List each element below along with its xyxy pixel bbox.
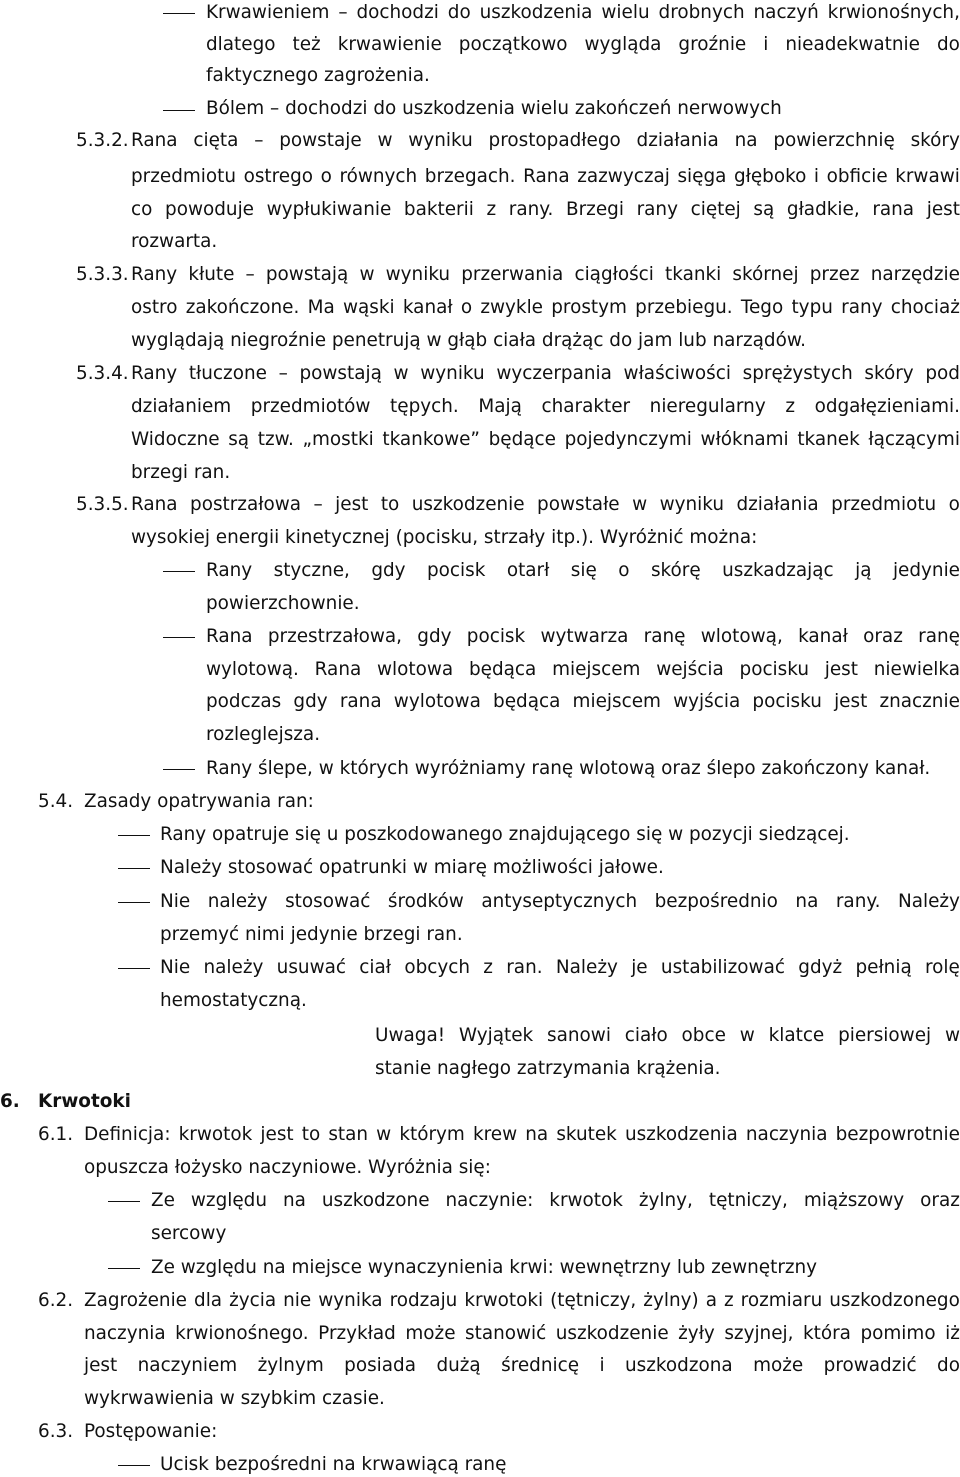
text-line: Należy stosować opatrunki w miarę możliwości jałowe. — [160, 857, 664, 878]
text-line: wykrwawienia w szybkim czasie. — [84, 1388, 385, 1409]
bullet-dash — [163, 637, 195, 638]
text-line: wylotową. Rana wlotowa będąca miejscem wejścia pocisku jest niewielka — [206, 659, 960, 680]
section-number: 5.3.3. — [76, 264, 129, 285]
bullet-dash — [108, 1201, 140, 1202]
text-line: sercowy — [151, 1223, 227, 1244]
text-line: przemyć nimi jedynie brzegi ran. — [160, 924, 463, 945]
section-number: 6.2. — [38, 1290, 74, 1311]
bullet-dash — [163, 13, 195, 14]
text-line: Nie należy usuwać ciał obcych z ran. Należy je ustabilizować gdyż pełnią rolę — [160, 957, 960, 978]
text-line: Ze względu na uszkodzone naczynie: krwotok żylny, tętniczy, miąższowy oraz — [151, 1190, 960, 1211]
note-line: stanie nagłego zatrzymania krążenia. — [375, 1058, 721, 1079]
section-number: 5.3.5. — [76, 494, 129, 515]
text-line: dlatego też krwawienie początkowo wygląda groźnie i nieadekwatnie do — [206, 34, 960, 55]
text-line: Rany styczne, gdy pocisk otarł się o skórę uszkadzając ją jedynie — [206, 560, 960, 581]
text-line: Ucisk bezpośredni na krwawiącą ranę — [160, 1454, 507, 1475]
note-line: Uwaga! Wyjątek sanowi ciało obce w klatce piersiowej w — [375, 1025, 960, 1046]
chapter-title: Krwotoki — [38, 1091, 131, 1112]
text-line: przedmiotu ostrego o równych brzegach. Rana zazwyczaj sięga głęboko i obficie krwawi — [131, 166, 960, 187]
text-line: hemostatyczną. — [160, 990, 307, 1011]
section-number: 6.1. — [38, 1124, 74, 1145]
section-title: Postępowanie: — [84, 1421, 218, 1442]
text-line: wysokiej energii kinetycznej (pocisku, strzały itp.). Wyróżnić można: — [131, 527, 758, 548]
bullet-dash — [118, 868, 150, 869]
text-line: naczynia krwionośnego. Przykład może stanowić uszkodzenie żyły szyjnej, która pomimo iż — [84, 1323, 960, 1344]
text-line: Rana przestrzałowa, gdy pocisk wytwarza ranę wlotową, kanał oraz ranę — [206, 626, 960, 647]
bullet-dash — [108, 1268, 140, 1269]
text-line: ostro zakończone. Ma wąski kanał o zwykle prostym przebiegu. Tego typu rany chociaż — [131, 297, 960, 318]
section-number: 6.3. — [38, 1421, 74, 1442]
section-number: 5.4. — [38, 791, 74, 812]
text-line: Definicja: krwotok jest to stan w którym krew na skutek uszkodzenia naczynia bezpowrotnie — [84, 1124, 960, 1145]
text-line: wyglądają niegroźnie penetrują w głąb ciała drążąc do jam lub narządów. — [131, 330, 807, 351]
text-line: rozwarta. — [131, 231, 218, 252]
text-line: brzegi ran. — [131, 462, 231, 483]
text-line: Rany opatruje się u poszkodowanego znajdującego się w pozycji siedzącej. — [160, 824, 850, 845]
text-line: faktycznego zagrożenia. — [206, 65, 430, 86]
text-line: Rany tłuczone – powstają w wyniku wyczerpania właściwości sprężystych skóry pod — [131, 363, 960, 384]
text-line: Rana cięta – powstaje w wyniku prostopadłego działania na powierzchnię skóry — [131, 130, 960, 151]
section-number: 5.3.2. — [76, 130, 129, 151]
text-line: podczas gdy rana wylotowa będąca miejscem wyjścia pocisku jest znacznie — [206, 691, 960, 712]
text-line: Widoczne są tzw. „mostki tkankowe” będące pojedynczymi włóknami tkanek łączącymi — [131, 429, 960, 450]
text-line: Rany kłute – powstają w wyniku przerwania ciągłości tkanki skórnej przez narzędzie — [131, 264, 960, 285]
text-line: Krwawieniem – dochodzi do uszkodzenia wielu drobnych naczyń krwionośnych, — [206, 2, 960, 23]
text-line: co powoduje wypłukiwanie bakterii z rany. Brzegi rany ciętej są gładkie, rana jest — [131, 199, 960, 220]
text-line: powierzchownie. — [206, 593, 360, 614]
bullet-dash — [163, 769, 195, 770]
section-title: Zasady opatrywania ran: — [84, 791, 314, 812]
bullet-dash — [118, 968, 150, 969]
text-line: Zagrożenie dla życia nie wynika rodzaju krwotoki (tętniczy, żylny) a z rozmiaru uszkodzonego — [84, 1290, 960, 1311]
text-line: działaniem przedmiotów tępych. Mają charakter nieregularny z odgałęzieniami. — [131, 396, 960, 417]
text-line: jest naczyniem żylnym posiada dużą średnicę i uszkodzona może prowadzić do — [84, 1355, 960, 1376]
bullet-dash — [163, 110, 195, 111]
text-line: Nie należy stosować środków antyseptycznych bezpośrednio na rany. Należy — [160, 891, 960, 912]
bullet-dash — [118, 1465, 150, 1466]
chapter-number: 6. — [0, 1091, 20, 1112]
section-number: 5.3.4. — [76, 363, 129, 384]
bullet-dash — [163, 571, 195, 572]
text-line: Ze względu na miejsce wynaczynienia krwi: wewnętrzny lub zewnętrzny — [151, 1257, 818, 1278]
text-line: Rana postrzałowa – jest to uszkodzenie powstałe w wyniku działania przedmiotu o — [131, 494, 960, 515]
bullet-dash — [118, 835, 150, 836]
bullet-dash — [118, 902, 150, 903]
text-line: rozleglejsza. — [206, 724, 321, 745]
text-line: Rany ślepe, w których wyróżniamy ranę wlotową oraz ślepo zakończony kanał. — [206, 758, 931, 779]
text-line: Bólem – dochodzi do uszkodzenia wielu zakończeń nerwowych — [206, 98, 782, 119]
text-line: opuszcza łożysko naczyniowe. Wyróżnia się: — [84, 1157, 491, 1178]
